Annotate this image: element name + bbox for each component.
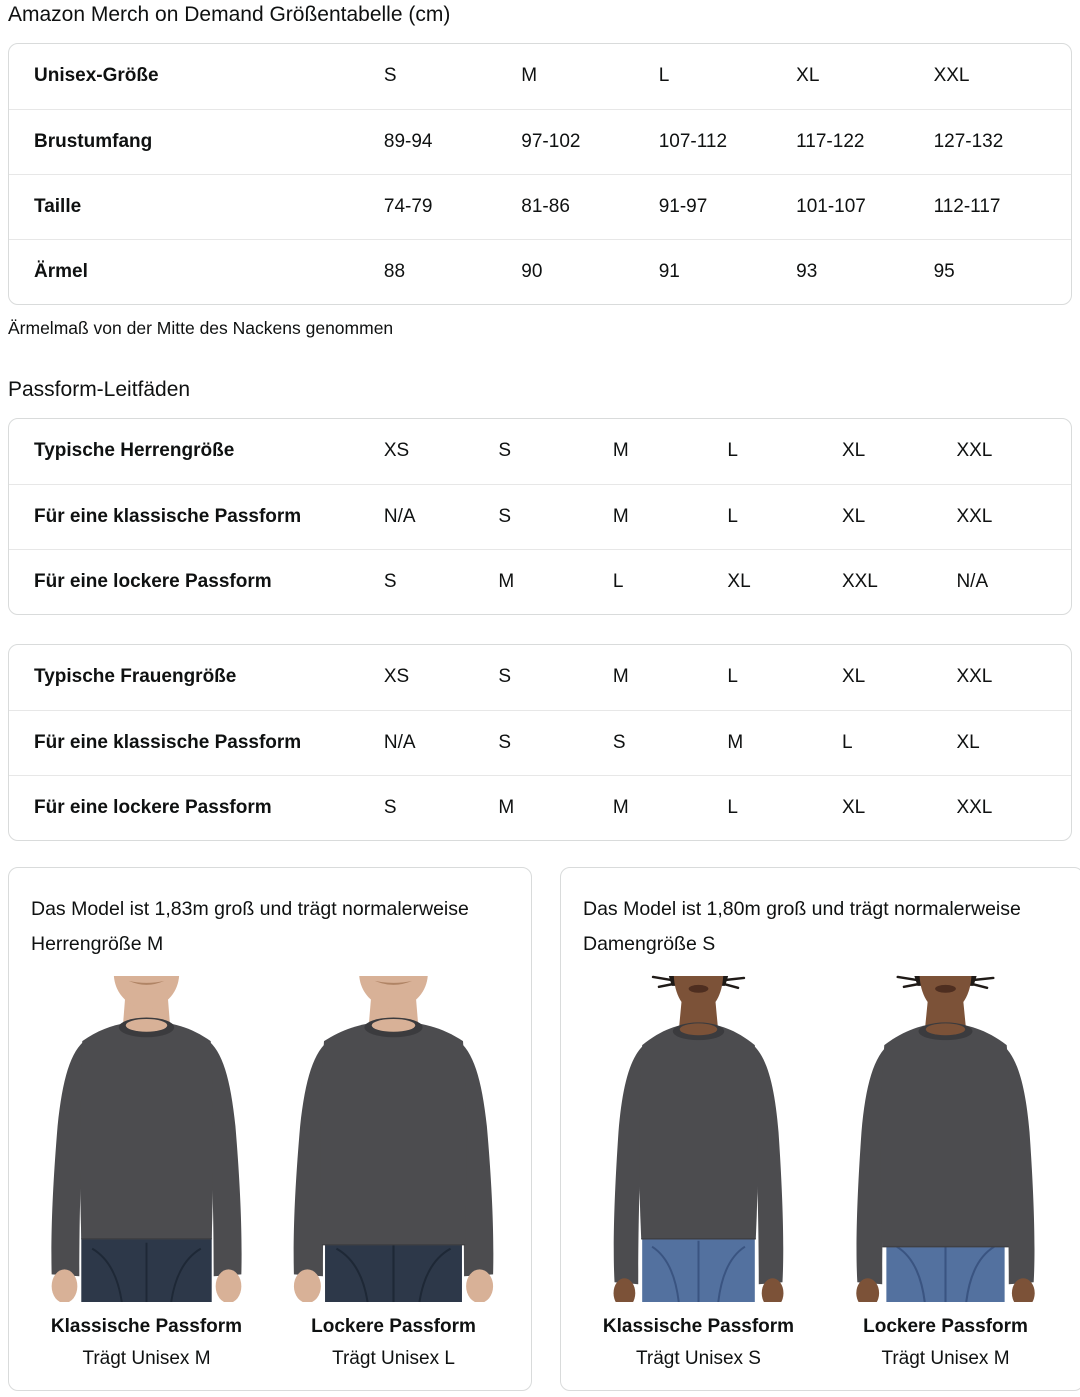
- cell: 91: [659, 239, 796, 304]
- model-cards: [8, 867, 1072, 1391]
- row-label: Für eine klassische Passform: [9, 710, 384, 775]
- cell: M: [613, 775, 728, 840]
- fit-label: Lockere Passform: [311, 1316, 476, 1337]
- row-label: Für eine klassische Passform: [9, 484, 384, 549]
- cell: 117-122: [796, 109, 933, 174]
- cell: XL: [842, 775, 957, 840]
- wears-label: Trägt Unisex L: [332, 1348, 455, 1369]
- cell: S: [498, 440, 512, 462]
- cell: L: [658, 65, 670, 87]
- female-model-card: [560, 867, 1080, 1391]
- table-row: [9, 775, 1071, 840]
- cell: L: [842, 710, 957, 775]
- female-model-illustration: [575, 972, 822, 1302]
- female-classic-fit-figure: [575, 972, 822, 1370]
- cell: M: [727, 710, 842, 775]
- male-classic-fit-photo: [23, 972, 270, 1302]
- row-label: Unisex-Größe: [34, 65, 159, 87]
- cell: S: [384, 549, 499, 614]
- table-row: [9, 549, 1071, 614]
- page-title: Amazon Merch on Demand Größentabelle (cm): [8, 3, 451, 26]
- fit-label: Klassische Passform: [50, 1316, 243, 1337]
- female-loose-fit-photo: [822, 972, 1069, 1302]
- cell: XS: [383, 440, 410, 462]
- cell: 90: [521, 239, 658, 304]
- cell: XXL: [842, 549, 957, 614]
- cell: L: [727, 666, 738, 688]
- sleeve-measure-note: Ärmelmaß von der Mitte des Nackens genommen: [8, 318, 394, 338]
- cell: N/A: [384, 710, 499, 775]
- womens-fit-table: [8, 644, 1072, 841]
- row-label: Typische Herrengröße: [34, 440, 235, 462]
- cell: M: [613, 484, 728, 549]
- table-row: [9, 710, 1071, 775]
- cell: 101-107: [796, 174, 933, 239]
- cell: L: [613, 549, 728, 614]
- cell: S: [383, 65, 397, 87]
- table-row: [9, 484, 1071, 549]
- female-loose-fit-figure: [822, 972, 1069, 1370]
- wears-label: Trägt Unisex M: [881, 1348, 1010, 1369]
- female-classic-fit-photo: [575, 972, 822, 1302]
- cell: XS: [383, 666, 410, 688]
- cell: XXL: [956, 775, 1071, 840]
- cell: XL: [842, 484, 957, 549]
- cell: L: [727, 440, 738, 462]
- cell: 91-97: [659, 174, 796, 239]
- cell: 127-132: [934, 109, 1071, 174]
- cell: 112-117: [934, 174, 1071, 239]
- cell: M: [498, 775, 613, 840]
- male-classic-fit-figure: [23, 972, 270, 1370]
- table-row: [9, 109, 1071, 174]
- male-model-illustration: [23, 972, 270, 1302]
- cell: 93: [796, 239, 933, 304]
- table-row: [9, 44, 1071, 109]
- wears-label: Trägt Unisex M: [82, 1348, 211, 1369]
- cell: M: [498, 549, 613, 614]
- table-row: [9, 174, 1071, 239]
- cell: M: [521, 65, 538, 87]
- cell: S: [498, 484, 613, 549]
- cell: XL: [727, 549, 842, 614]
- cell: XL: [841, 666, 866, 688]
- female-model-illustration: [822, 972, 1069, 1302]
- cell: M: [612, 440, 629, 462]
- male-model-illustration: [270, 972, 517, 1302]
- cell: S: [613, 710, 728, 775]
- cell: 107-112: [659, 109, 796, 174]
- fit-label: Lockere Passform: [863, 1316, 1028, 1337]
- row-label: Typische Frauengröße: [34, 666, 237, 688]
- male-photos-row: [23, 972, 517, 1370]
- row-label: Ärmel: [9, 239, 384, 304]
- cell: XL: [956, 710, 1071, 775]
- table-row: [9, 419, 1071, 484]
- unisex-size-table: [8, 43, 1072, 305]
- cell: XXL: [933, 65, 970, 87]
- cell: 97-102: [521, 109, 658, 174]
- cell: N/A: [384, 484, 499, 549]
- row-label: Für eine lockere Passform: [9, 775, 384, 840]
- cell: 95: [934, 239, 1071, 304]
- cell: L: [727, 484, 842, 549]
- row-label: Für eine lockere Passform: [9, 549, 384, 614]
- mens-fit-table: [8, 418, 1072, 615]
- male-loose-fit-figure: [270, 972, 517, 1370]
- cell: 74-79: [384, 174, 521, 239]
- fit-guides-heading: Passform-Leitfäden: [8, 378, 191, 401]
- cell: 88: [384, 239, 521, 304]
- wears-label: Trägt Unisex S: [636, 1348, 761, 1369]
- cell: XXL: [956, 484, 1071, 549]
- female-model-description: Das Model ist 1,80m groß und trägt normalerweise Damengröße S: [583, 898, 1021, 955]
- cell: S: [498, 710, 613, 775]
- cell: N/A: [956, 549, 1071, 614]
- cell: XXL: [956, 666, 993, 688]
- female-photos-row: [575, 972, 1069, 1370]
- male-model-description: Das Model ist 1,83m groß und trägt normalerweise Herrengröße M: [31, 898, 469, 955]
- male-loose-fit-photo: [270, 972, 517, 1302]
- row-label: Taille: [9, 174, 384, 239]
- cell: 81-86: [521, 174, 658, 239]
- cell: M: [612, 666, 629, 688]
- male-model-card: [8, 867, 532, 1391]
- fit-label: Klassische Passform: [602, 1316, 795, 1337]
- cell: XXL: [956, 440, 993, 462]
- cell: 89-94: [384, 109, 521, 174]
- row-label: Brustumfang: [9, 109, 384, 174]
- cell: S: [384, 775, 499, 840]
- cell: XL: [796, 65, 820, 87]
- table-row: [9, 645, 1071, 710]
- cell: XL: [841, 440, 866, 462]
- cell: S: [498, 666, 512, 688]
- cell: L: [727, 775, 842, 840]
- table-row: [9, 239, 1071, 304]
